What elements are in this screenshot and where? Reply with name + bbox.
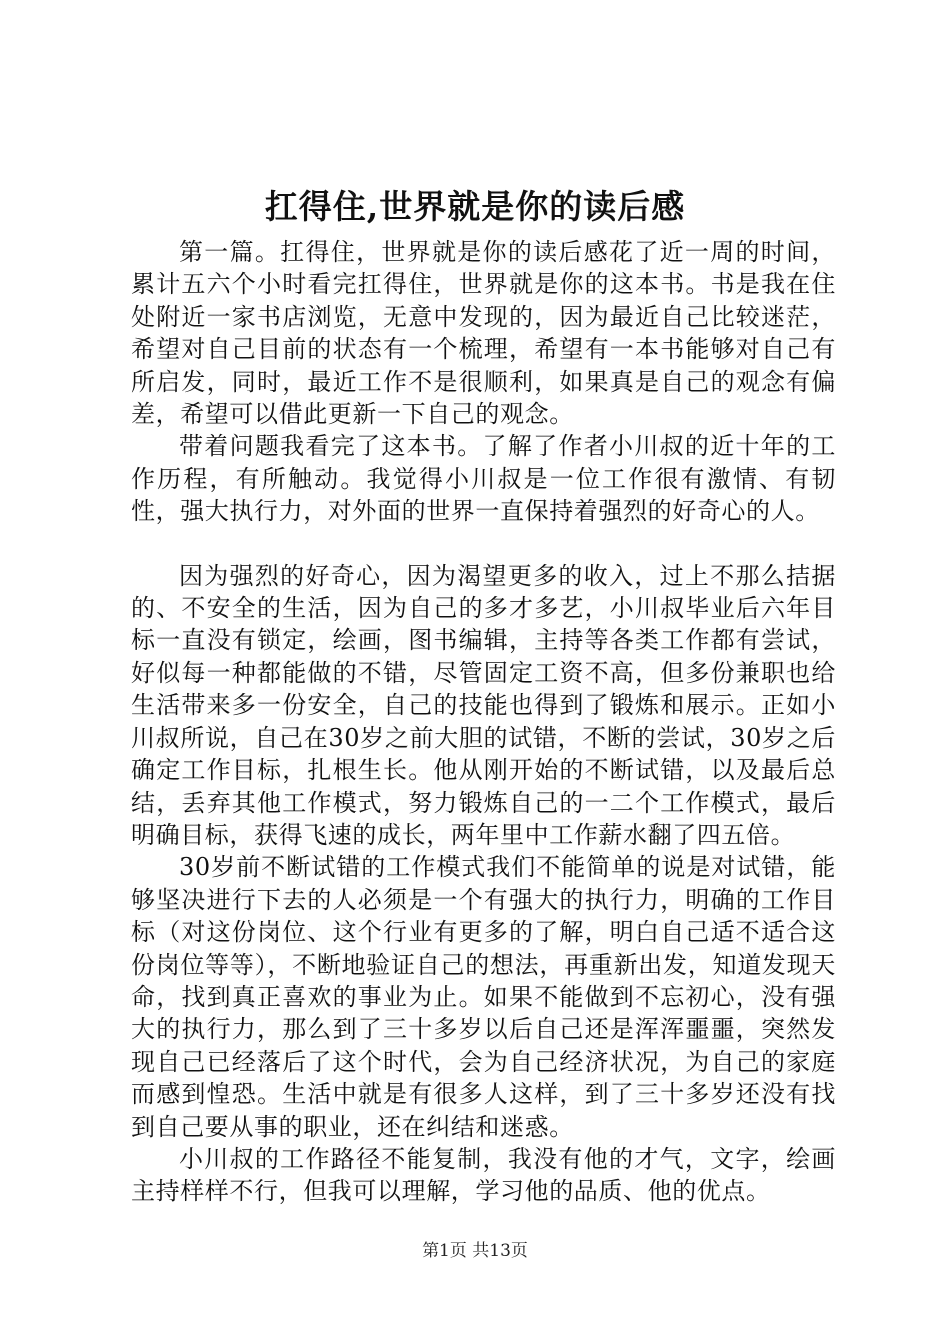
- paragraph-4: 30岁前不断试错的工作模式我们不能简单的说是对试错，能够坚决进行下去的人必须是一个有强大的执行力，明确的工作目标（对这份岗位、这个行业有更多的了解，明白自己适不适合这份岗位等等），不断地验证自己的想法，再重新出发，知道发现天命，找到真正喜欢的事业为止。如果不能做到不忘初心，没有强大的执行力，那么到了三十多岁以后自己还是浑浑噩噩，突然发现自己已经落后了这个时代，会为自己经济状况，为自己的家庭而感到惶恐。生活中就是有很多人这样，到了三十多岁还没有找到自己要从事的职业，还在纠结和迷惑。: [131, 853, 836, 1141]
- document-title: 扛得住,世界就是你的读后感: [264, 187, 686, 226]
- paragraph-spacer: [131, 528, 836, 560]
- page-number-footer: 第1页 共13页: [422, 1241, 528, 1261]
- paragraph-1: 第一篇。扛得住，世界就是你的读后感花了近一周的时间，累计五六个小时看完扛得住，世界就是你的这本书。书是我在住处附近一家书店浏览，无意中发现的，因为最近自己比较迷茫，希望对自己目前的状态有一个梳理，希望有一本书能够对自己有所启发，同时，最近工作不是很顺利，如果真是自己的观念有偏差，希望可以借此更新一下自己的观念。: [131, 238, 836, 429]
- paragraph-5: 小川叔的工作路径不能复制，我没有他的才气，文字，绘画主持样样不行，但我可以理解，学习他的品质、他的优点。: [131, 1144, 836, 1206]
- paragraph-3: 因为强烈的好奇心，因为渴望更多的收入，过上不那么拮据的、不安全的生活，因为自己的多才多艺，小川叔毕业后六年目标一直没有锁定，绘画，图书编辑，主持等各类工作都有尝试，好似每一种都能做的不错，尽管固定工资不高，但多份兼职也给生活带来多一份安全，自己的技能也得到了锻炼和展示。正如小川叔所说，自己在30岁之前大胆的试错，不断的尝试，30岁之后确定工作目标，扎根生长。他从刚开始的不断试错，以及最后总结，丢弃其他工作模式，努力锻炼自己的一二个工作模式，最后明确目标，获得飞速的成长，两年里中工作薪水翻了四五倍。: [131, 561, 836, 849]
- document-body: [131, 236, 836, 1208]
- paragraph-2: 带着问题我看完了这本书。了解了作者小川叔的近十年的工作历程，有所触动。我觉得小川叔是一位工作很有激情、有韧性，强大执行力，对外面的世界一直保持着强烈的好奇心的人。: [131, 432, 836, 526]
